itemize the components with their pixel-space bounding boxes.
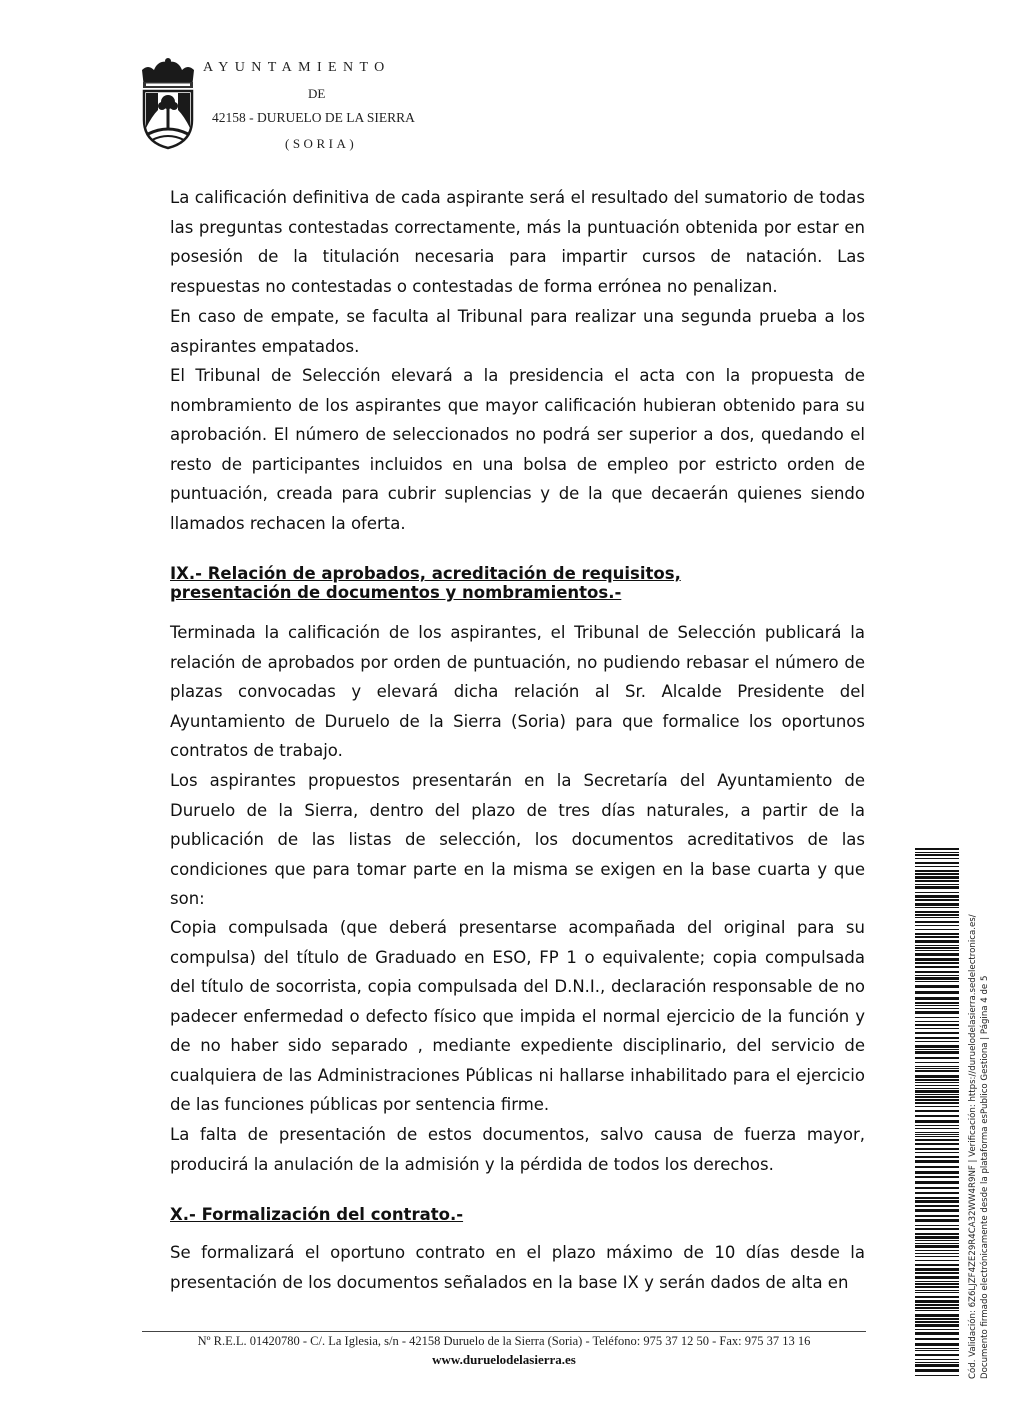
validation-barcode-icon [915,848,959,1378]
barcode-bar [915,1256,959,1257]
barcode-bar [915,1187,959,1189]
barcode-bar [915,997,959,1000]
barcode-bar [915,950,959,951]
barcode-bar [915,1028,959,1029]
barcode-bar [915,1276,959,1279]
paragraph-tie-break: En caso de empate, se faculta al Tribunal para realizar una segunda prueba a los aspirantes empatados. [170,307,865,356]
barcode-bar [915,1364,959,1367]
paragraph-documents-submission: Los aspirantes propuestos presentarán en la Secretaría del Ayuntamiento de Duruelo de la Sierra, dentro del plazo de tres días naturales, a partir de la publicación de las listas de selección, los documentos acreditativos de las condiciones que para tomar parte en la misma se exigen en la base cuarta y que son: [170,771,865,908]
barcode-bar [915,1260,959,1261]
barcode-bar [915,1245,959,1248]
barcode-bar [915,971,959,973]
barcode-bar [915,1209,959,1212]
barcode-bar [915,1281,959,1282]
barcode-bar [915,886,959,889]
barcode-bar [915,1139,959,1141]
barcode-bar [915,1024,959,1026]
barcode-bar [915,1106,959,1107]
barcode-bar [915,1240,959,1241]
barcode-bar [915,1041,959,1042]
paragraph-final-score: La calificación definitiva de cada aspirante será el resultado del sumatorio de todas las preguntas contestadas correctamente, más la puntuación obtenida por estar en posesión de la titulación necesaria para impartir cursos de natación. Las respuestas no contestadas o contestadas de forma errónea no penalizan. [170,188,865,296]
paragraph-required-copies: Copia compulsada (que deberá presentarse acompañada del original para su compulsa) del título de Graduado en ESO, FP 1 o equivalente; copia compulsada del título de socorrista, copia compulsada del D.N.I., declaración responsable de no padecer enfermedad o defecto físico que impida el normal ejercicio de la función y de no haber sido separado , mediante expediente disciplinario, del servicio de cualquiera de las Administraciones Públicas ni hallarse inhabilitado para el ejercicio de las funciones públicas por sentencia firme. [170,918,865,1114]
barcode-bar [915,852,959,853]
barcode-bar [915,1321,959,1323]
barcode-bar [915,1099,959,1101]
section-ix-heading-line-1: IX.- Relación de aprobados, acreditación de requisitos, [170,564,681,583]
barcode-bar [915,1348,959,1349]
barcode-bar [915,940,959,943]
barcode-bar [915,1008,959,1009]
barcode-bar [915,1314,959,1317]
barcode-bar [915,1002,959,1004]
barcode-bar [915,1032,959,1034]
barcode-bar [915,1205,959,1207]
barcode-bar [915,1021,959,1022]
verification-side-text [967,819,995,1379]
barcode-bar [915,1134,959,1135]
barcode-bar [915,1017,959,1018]
barcode-bar [915,907,959,908]
barcode-bar [915,1085,959,1086]
barcode-bar [915,917,959,918]
barcode-bar [915,1181,959,1184]
barcode-bar [915,862,959,864]
barcode-bar [915,1310,959,1311]
barcode-bar [915,1136,959,1137]
barcode-bar [915,977,959,980]
paragraph-approved-list: Terminada la calificación de los aspirantes, el Tribunal de Selección publicará la relación de aprobados por orden de puntuación, no pudiendo rebasar el número de plazas convocadas y elevará dicha relación al Sr. Alcalde Presidente del Ayuntamiento de Duruelo de la Sierra (Soria) para que formalice los oportunos contratos de trabajo. [170,623,865,760]
barcode-bar [915,1264,959,1266]
barcode-bar [915,958,959,961]
header-province: (SORIA) [285,136,358,151]
verification-code-line: Cód. Validación: 6Z6LJZF4ZE29R4CA32WW4R9NF | Verificación: https://duruelodelasierra.sedelectronica.es/ [968,914,978,1379]
barcode-bar [915,1304,959,1306]
barcode-bar [915,1375,959,1376]
barcode-bar [915,1066,959,1067]
section-ix-heading-line-2: presentación de documentos y nombramientos.- [170,583,622,602]
barcode-bar [915,1102,959,1104]
barcode-bar [915,936,959,938]
barcode-bar [915,858,959,859]
barcode-bar [915,914,959,916]
paragraph-contract-formalization: Se formalizará el oportuno contrato en el plazo máximo de 10 días desde la presentación de los documentos señalados en la base IX y serán dados de alta en [170,1243,865,1292]
barcode-bar [915,985,959,988]
barcode-bar [915,1250,959,1251]
barcode-bar [915,1082,959,1083]
barcode-bar [915,1318,959,1320]
verification-signature-line: Documento firmado electrónicamente desde la plataforma esPublico Gestiona | Página 4 de 5 [980,975,990,1379]
barcode-bar [915,1051,959,1054]
barcode-bar [915,1037,959,1039]
barcode-bar [915,1362,959,1363]
barcode-bar [915,911,959,913]
barcode-bar [915,1096,959,1098]
header-de: DE [308,86,326,101]
barcode-bar [915,1070,959,1072]
barcode-bar [915,962,959,964]
barcode-bar [915,1236,959,1239]
barcode-bar [915,1176,959,1178]
barcode-bar [915,854,959,856]
barcode-bar [915,1233,959,1235]
barcode-bar [915,1359,959,1360]
footer-divider [142,1331,866,1332]
barcode-bar [915,1171,959,1174]
section-x-heading: X.- Formalización del contrato.- [170,1205,464,1224]
barcode-bar [915,870,959,872]
barcode-bar [915,1115,959,1117]
barcode-bar [915,925,959,926]
barcode-bar [915,1200,959,1203]
barcode-bar [915,1225,959,1226]
barcode-bar [915,1156,959,1158]
barcode-bar [915,966,959,968]
barcode-bar [915,1338,959,1340]
barcode-bar [915,848,959,850]
barcode-bar [915,1228,959,1230]
barcode-bar [915,1292,959,1293]
barcode-bar [915,1329,959,1330]
paragraph-missing-documents: La falta de presentación de estos documentos, salvo causa de fuerza mayor, producirá la anulación de la admisión y la pérdida de todos los derechos. [170,1125,865,1174]
barcode-bar [915,1068,959,1069]
barcode-bar [915,1160,959,1163]
barcode-bar [915,895,959,898]
barcode-bar [915,981,959,982]
footer-website: www.duruelodelasierra.es [432,1352,576,1367]
barcode-bar [915,1219,959,1222]
barcode-bar [915,873,959,875]
barcode-bar [915,1324,959,1327]
barcode-bar [915,1132,959,1133]
barcode-bar [915,1125,959,1126]
barcode-bar [915,1005,959,1006]
barcode-bar [915,884,959,885]
barcode-bar [915,1143,959,1145]
barcode-bar [915,1215,959,1217]
barcode-bar [915,876,959,879]
header-title: AYUNTAMIENTO [203,60,391,75]
barcode-bar [915,991,959,994]
barcode-bar [915,1354,959,1356]
paragraph-tribunal-proposal: El Tribunal de Selección elevará a la presidencia el acta con la propuesta de nombramiento de los aspirantes que mayor calificación hubieran obtenido para su aprobación. El número de seleccionados no podrá ser superior a dos, quedando el resto de participantes incluidos en una bolsa de empleo por estricto orden de puntuación, creada para cubrir suplencias y de la que decaerán quienes siendo llamados rechacen la oferta. [170,366,865,533]
barcode-bar [915,1075,959,1078]
barcode-bar [915,899,959,901]
barcode-bar [915,945,959,946]
barcode-bar [915,1192,959,1194]
barcode-bar [915,1110,959,1112]
barcode-bar [915,1350,959,1351]
municipal-coat-of-arms-icon [138,58,198,150]
barcode-bar [915,1243,959,1244]
barcode-bar [915,1197,959,1199]
barcode-bar [915,1286,959,1288]
barcode-bar [915,1079,959,1081]
barcode-bar [915,1290,959,1291]
barcode-bar [915,1332,959,1335]
header-address: 42158 - DURUELO DE LA SIERRA [212,110,415,125]
barcode-bar [915,1253,959,1254]
section-ix-heading [170,564,806,602]
barcode-bar [915,1049,959,1050]
barcode-bar [915,866,959,867]
barcode-bar [915,1152,959,1153]
barcode-bar [915,1166,959,1168]
barcode-bar [915,947,959,949]
barcode-bar [915,1094,959,1095]
barcode-bar [915,880,959,882]
barcode-bar [915,1045,959,1048]
barcode-bar [915,921,959,923]
barcode-bar [915,1062,959,1063]
barcode-bar [915,1300,959,1303]
barcode-bar [915,929,959,930]
barcode-bar [915,1011,959,1014]
barcode-bar [915,1343,959,1346]
barcode-bar [915,1268,959,1271]
barcode-bar [915,1128,959,1129]
barcode-bar [915,1296,959,1298]
barcode-bar [915,1148,959,1150]
barcode-bar [915,1090,959,1093]
barcode-bar [915,953,959,956]
barcode-bar [915,1283,959,1285]
barcode-bar [915,975,959,976]
barcode-bar [915,1369,959,1372]
barcode-bar [915,1057,959,1059]
barcode-bar [915,903,959,906]
barcode-bar [915,892,959,893]
barcode-bar [915,933,959,935]
footer-contact-line: Nº R.E.L. 01420780 - C/. La Iglesia, s/n - 42158 Duruelo de la Sierra (Soria) - Teléfono: 975 37 12 50 - Fax: 975 37 13 16 [197,1334,811,1348]
barcode-bar [915,1307,959,1309]
barcode-bar [915,1272,959,1274]
barcode-bar [915,1088,959,1089]
barcode-bar [915,1120,959,1123]
